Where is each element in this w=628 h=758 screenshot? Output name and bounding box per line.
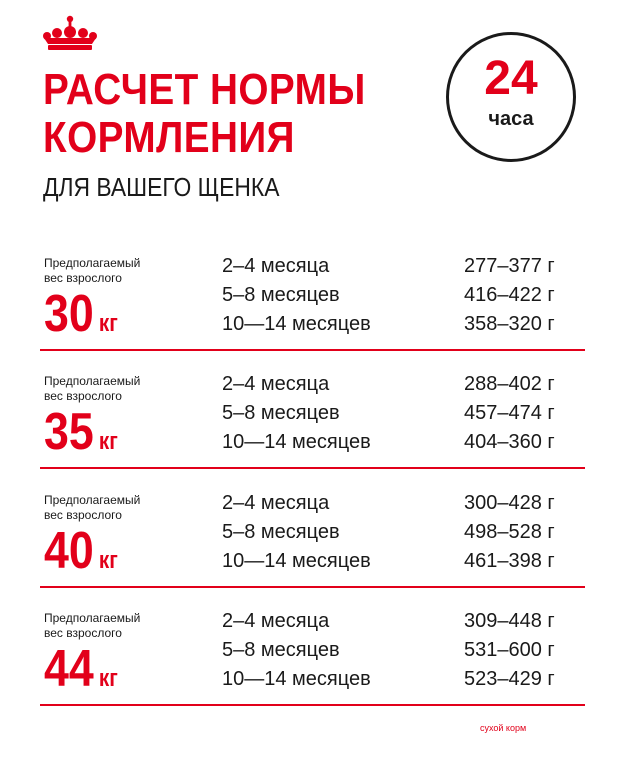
- age-range: 10—14 месяцев: [222, 313, 371, 335]
- age-range: 10—14 месяцев: [222, 431, 371, 453]
- weight-label-line-2: вес взрослого: [44, 626, 122, 640]
- feeding-row: [222, 489, 585, 517]
- feeding-row: [222, 607, 585, 635]
- weight-value: [44, 286, 118, 342]
- weight-number: 35: [44, 403, 94, 461]
- feeding-row: [222, 370, 585, 398]
- age-range: 10—14 месяцев: [222, 550, 371, 572]
- food-amount: 416–422 г: [464, 284, 555, 306]
- weight-unit: кг: [98, 428, 118, 455]
- age-range: 10—14 месяцев: [222, 668, 371, 690]
- age-range: 5–8 месяцев: [222, 402, 340, 424]
- weight-section-35: [40, 374, 585, 494]
- food-amount: 300–428 г: [464, 492, 555, 514]
- weight-label-line-1: Предполагаемый: [44, 374, 141, 388]
- age-range: 5–8 месяцев: [222, 521, 340, 543]
- title-line-2: КОРМЛЕНИЯ: [43, 113, 295, 162]
- age-range: 5–8 месяцев: [222, 284, 340, 306]
- hours-badge: [446, 32, 576, 162]
- weight-section-30: [40, 256, 585, 376]
- feeding-row: [222, 665, 585, 693]
- age-range: 2–4 месяца: [222, 492, 330, 514]
- weight-number: 40: [44, 522, 94, 580]
- weight-label: [44, 493, 140, 523]
- weight-value: [44, 523, 118, 579]
- age-range: 2–4 месяца: [222, 255, 330, 277]
- food-amount: 358–320 г: [464, 313, 555, 335]
- food-amount: 404–360 г: [464, 431, 555, 453]
- section-divider: [40, 704, 585, 706]
- food-amount: 523–429 г: [464, 668, 555, 690]
- feeding-row: [222, 636, 585, 664]
- feeding-row: [222, 547, 585, 575]
- weight-label: [44, 256, 140, 286]
- age-range: 2–4 месяца: [222, 610, 330, 632]
- weight-unit: кг: [98, 665, 118, 692]
- weight-value: [44, 641, 118, 697]
- feeding-row: [222, 518, 585, 546]
- food-amount: 288–402 г: [464, 373, 555, 395]
- weight-label-line-1: Предполагаемый: [44, 256, 141, 270]
- weight-label-line-1: Предполагаемый: [44, 493, 141, 507]
- weight-section-44: [40, 611, 585, 731]
- weight-label-line-2: вес взрослого: [44, 508, 122, 522]
- weight-unit: кг: [98, 310, 118, 337]
- age-range: 2–4 месяца: [222, 373, 330, 395]
- footnote: сухой корм: [480, 723, 527, 733]
- weight-label: [44, 374, 140, 404]
- weight-value: [44, 404, 118, 460]
- badge-number: 24: [484, 52, 538, 105]
- food-amount: 457–474 г: [464, 402, 555, 424]
- food-amount: 498–528 г: [464, 521, 555, 543]
- badge-label: часа: [488, 108, 534, 130]
- weight-number: 44: [44, 640, 94, 698]
- feeding-row: [222, 399, 585, 427]
- section-divider: [40, 467, 585, 469]
- page-title: [43, 66, 366, 162]
- page-subtitle: ДЛЯ ВАШЕГО ЩЕНКА: [43, 172, 280, 202]
- food-amount: 277–377 г: [464, 255, 555, 277]
- weight-label-line-2: вес взрослого: [44, 389, 122, 403]
- title-line-1: РАСЧЕТ НОРМЫ: [43, 65, 366, 114]
- weight-label: [44, 611, 140, 641]
- feeding-row: [222, 310, 585, 338]
- feeding-row: [222, 428, 585, 456]
- section-divider: [40, 586, 585, 588]
- food-amount: 309–448 г: [464, 610, 555, 632]
- crown-icon: [40, 14, 100, 52]
- weight-label-line-2: вес взрослого: [44, 271, 122, 285]
- feeding-row: [222, 281, 585, 309]
- feeding-row: [222, 252, 585, 280]
- food-amount: 531–600 г: [464, 639, 555, 661]
- weight-label-line-1: Предполагаемый: [44, 611, 141, 625]
- food-amount: 461–398 г: [464, 550, 555, 572]
- weight-unit: кг: [98, 547, 118, 574]
- weight-section-40: [40, 493, 585, 613]
- age-range: 5–8 месяцев: [222, 639, 340, 661]
- section-divider: [40, 349, 585, 351]
- weight-number: 30: [44, 285, 94, 343]
